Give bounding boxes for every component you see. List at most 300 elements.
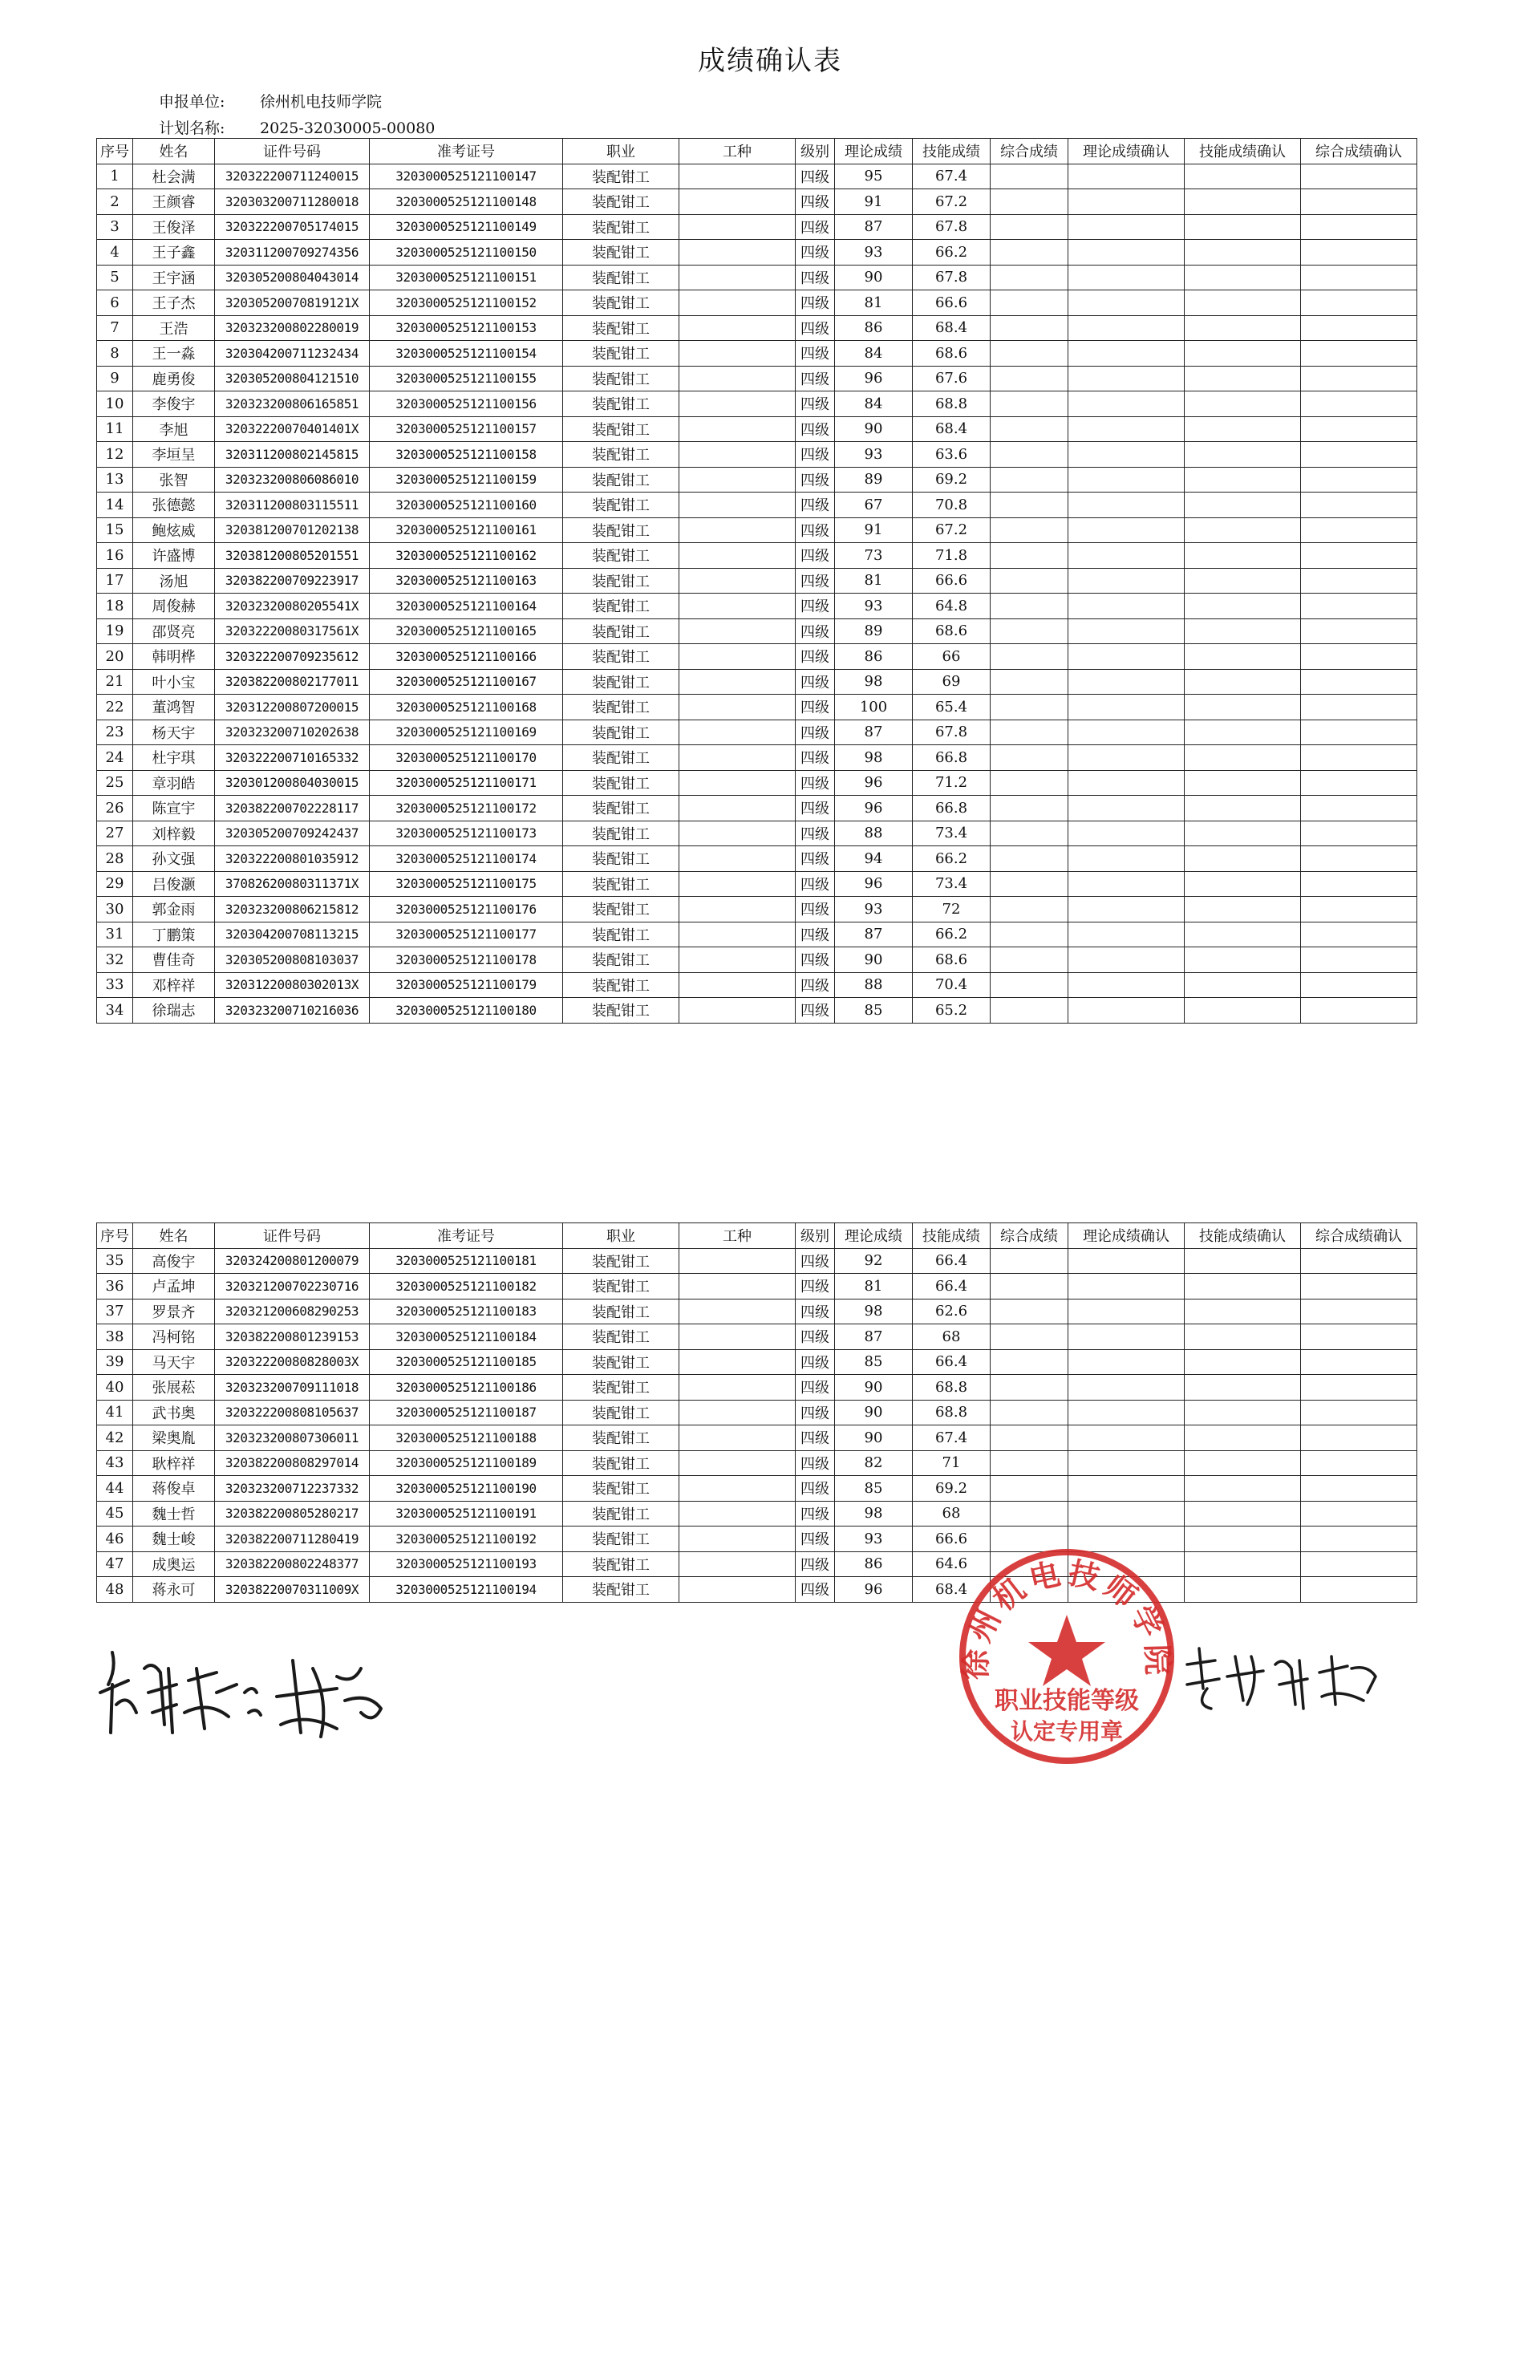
table-cell [679, 1400, 796, 1425]
table-cell: 68.8 [913, 1400, 991, 1425]
table-cell: 3203000525121100153 [370, 315, 563, 341]
table-cell: 装配钳工 [563, 214, 679, 240]
table-cell [1301, 1324, 1417, 1350]
table-cell: 22 [97, 695, 133, 720]
table-cell: 96 [835, 770, 913, 796]
table-cell: 32032320080205541X [215, 594, 370, 619]
table-cell: 四级 [796, 770, 835, 796]
table-cell [679, 442, 796, 468]
table-cell: 四级 [796, 669, 835, 695]
table-cell: 320382200709223917 [215, 568, 370, 594]
table-row [97, 442, 1417, 468]
table-row [97, 164, 1417, 189]
table-cell: 装配钳工 [563, 315, 679, 341]
column-header: 理论成绩确认 [1068, 139, 1185, 164]
table-cell: 陈宣宇 [133, 796, 215, 821]
table-cell: 3 [97, 214, 133, 240]
table-cell [679, 796, 796, 821]
table-cell [1301, 821, 1417, 846]
table-cell: 四级 [796, 644, 835, 670]
table-cell [1301, 240, 1417, 266]
table-cell: 66.6 [913, 1527, 991, 1552]
table-cell [1068, 1476, 1185, 1502]
table-cell [991, 1274, 1068, 1299]
column-header: 理论成绩 [835, 139, 913, 164]
table-cell: 320382200802248377 [215, 1551, 370, 1577]
table-cell: 张德懿 [133, 493, 215, 518]
table-cell [991, 1501, 1068, 1527]
table-cell [1185, 1349, 1301, 1375]
table-cell: 3203000525121100183 [370, 1299, 563, 1324]
table-cell: 装配钳工 [563, 846, 679, 872]
table-cell [991, 594, 1068, 619]
table-cell [991, 720, 1068, 745]
table-cell: 3203000525121100169 [370, 720, 563, 745]
table-cell: 66.6 [913, 290, 991, 316]
column-header: 级别 [796, 1223, 835, 1249]
table-cell: 3203000525121100147 [370, 164, 563, 189]
table-cell: 32 [97, 947, 133, 973]
table-cell [991, 240, 1068, 266]
table-cell: 320322200711240015 [215, 164, 370, 189]
table-cell: 17 [97, 568, 133, 594]
table-cell [1068, 416, 1185, 442]
table-cell: 29 [97, 871, 133, 897]
table-cell: 装配钳工 [563, 947, 679, 973]
table-cell [1068, 1375, 1185, 1401]
table-cell: 四级 [796, 1375, 835, 1401]
table-cell: 李垣呈 [133, 442, 215, 468]
table-row [97, 644, 1417, 670]
table-cell: 四级 [796, 164, 835, 189]
table-row [97, 189, 1417, 215]
seal-inner-line1: 职业技能等级 [995, 1687, 1139, 1715]
table-cell [1068, 745, 1185, 771]
table-cell [991, 467, 1068, 493]
table-cell: 6 [97, 290, 133, 316]
table-cell: 四级 [796, 290, 835, 316]
table-cell [1301, 669, 1417, 695]
table-cell [991, 164, 1068, 189]
table-cell [679, 240, 796, 266]
table-cell: 3203000525121100194 [370, 1577, 563, 1603]
table-cell [1068, 669, 1185, 695]
table-cell: 27 [97, 821, 133, 846]
table-cell: 装配钳工 [563, 1349, 679, 1375]
table-cell: 70.8 [913, 493, 991, 518]
table-cell: 高俊宇 [133, 1248, 215, 1274]
table-cell: 23 [97, 720, 133, 745]
table-row [97, 669, 1417, 695]
table-cell: 装配钳工 [563, 770, 679, 796]
table-cell [991, 998, 1068, 1024]
table-cell: 装配钳工 [563, 391, 679, 417]
table-cell: 卢孟坤 [133, 1274, 215, 1299]
table-cell [679, 618, 796, 644]
table-cell: 四级 [796, 897, 835, 922]
table-cell: 320322200709235612 [215, 644, 370, 670]
table-cell: 88 [835, 972, 913, 998]
table-cell: 四级 [796, 1324, 835, 1350]
table-cell: 98 [835, 1299, 913, 1324]
table-cell: 耿梓祥 [133, 1450, 215, 1476]
table-cell [1301, 568, 1417, 594]
table-cell: 邓梓祥 [133, 972, 215, 998]
table-cell [991, 416, 1068, 442]
table-cell [1068, 695, 1185, 720]
table-cell [1185, 1527, 1301, 1552]
table-cell: 28 [97, 846, 133, 872]
table-cell: 32032220080317561X [215, 618, 370, 644]
table-cell: 四级 [796, 1349, 835, 1375]
table-cell [1068, 720, 1185, 745]
table-cell: 装配钳工 [563, 1476, 679, 1502]
table-cell [991, 1324, 1068, 1350]
table-cell: 89 [835, 467, 913, 493]
table-cell: 320321200608290253 [215, 1299, 370, 1324]
table-cell [1068, 442, 1185, 468]
table-cell: 86 [835, 315, 913, 341]
table-cell: 96 [835, 366, 913, 391]
table-cell: 装配钳工 [563, 1274, 679, 1299]
table-cell: 46 [97, 1527, 133, 1552]
table-cell: 100 [835, 695, 913, 720]
table-cell [1185, 644, 1301, 670]
table-cell: 3203000525121100160 [370, 493, 563, 518]
table-cell: 320382200702228117 [215, 796, 370, 821]
table-cell [991, 341, 1068, 367]
table-cell [1185, 442, 1301, 468]
table-row [97, 391, 1417, 417]
table-cell: 68.4 [913, 1577, 991, 1603]
table-cell: 3203000525121100187 [370, 1400, 563, 1425]
seal-star-icon [1028, 1615, 1105, 1686]
table-cell [1068, 517, 1185, 543]
table-cell: 92 [835, 1248, 913, 1274]
table-cell: 32031220080302013X [215, 972, 370, 998]
table-cell [679, 947, 796, 973]
table-cell [1301, 1425, 1417, 1451]
table-cell: 89 [835, 618, 913, 644]
table-cell [1301, 517, 1417, 543]
table-cell [679, 189, 796, 215]
table-cell: 66.4 [913, 1274, 991, 1299]
table-cell [1068, 568, 1185, 594]
table-cell: 320323200806215812 [215, 897, 370, 922]
table-cell: 装配钳工 [563, 416, 679, 442]
table-cell: 四级 [796, 543, 835, 569]
table-cell: 47 [97, 1551, 133, 1577]
table-cell: 周俊赫 [133, 594, 215, 619]
table-cell [1185, 315, 1301, 341]
table-cell [1068, 594, 1185, 619]
table-cell: 四级 [796, 1501, 835, 1527]
table-row [97, 543, 1417, 569]
table-cell [1301, 695, 1417, 720]
table-cell: 3203000525121100178 [370, 947, 563, 973]
table-cell: 320312200807200015 [215, 695, 370, 720]
table-cell: 69.2 [913, 467, 991, 493]
table-cell: 四级 [796, 745, 835, 771]
table-cell [1301, 1248, 1417, 1274]
table-cell [1068, 644, 1185, 670]
table-cell [1301, 265, 1417, 290]
table-cell: 3203000525121100174 [370, 846, 563, 872]
table-cell [679, 1577, 796, 1603]
unit-row [159, 90, 382, 111]
table-cell: 85 [835, 1349, 913, 1375]
table-cell: 3203000525121100186 [370, 1375, 563, 1401]
table-cell [991, 366, 1068, 391]
table-cell: 韩明桦 [133, 644, 215, 670]
table-cell: 90 [835, 947, 913, 973]
table-cell [991, 770, 1068, 796]
table-cell: 320382200802177011 [215, 669, 370, 695]
table-cell [1185, 517, 1301, 543]
table-cell: 88 [835, 821, 913, 846]
table-cell: 装配钳工 [563, 341, 679, 367]
table-cell: 81 [835, 290, 913, 316]
table-cell [1301, 391, 1417, 417]
table-cell: 85 [835, 1476, 913, 1502]
table-cell: 曹佳奇 [133, 947, 215, 973]
table-cell: 装配钳工 [563, 1324, 679, 1350]
table-cell [679, 644, 796, 670]
table-row [97, 1551, 1417, 1577]
table-cell: 38 [97, 1324, 133, 1350]
plan-label: 计划名称: [159, 120, 225, 137]
table-cell: 30 [97, 897, 133, 922]
table-cell: 3203000525121100167 [370, 669, 563, 695]
table-cell: 四级 [796, 442, 835, 468]
table-cell [1301, 618, 1417, 644]
table-cell: 90 [835, 1375, 913, 1401]
table-cell: 王宇涵 [133, 265, 215, 290]
table-cell [679, 922, 796, 947]
table-cell [1068, 618, 1185, 644]
table-cell [679, 695, 796, 720]
table-cell: 装配钳工 [563, 1425, 679, 1451]
table-cell [679, 669, 796, 695]
table-cell: 装配钳工 [563, 720, 679, 745]
table-cell: 320311200709274356 [215, 240, 370, 266]
column-header: 准考证号 [370, 139, 563, 164]
table-cell: 装配钳工 [563, 442, 679, 468]
table-cell: 11 [97, 416, 133, 442]
table-cell: 320303200711280018 [215, 189, 370, 215]
table-cell [1301, 290, 1417, 316]
table-cell: 3203000525121100185 [370, 1349, 563, 1375]
column-header: 职业 [563, 139, 679, 164]
table-cell [1068, 1274, 1185, 1299]
table-cell: 四级 [796, 493, 835, 518]
table-cell [1301, 543, 1417, 569]
table-cell [1301, 897, 1417, 922]
table-cell [991, 1476, 1068, 1502]
seal-inner-line2: 认定专用章 [1010, 1718, 1124, 1745]
table-cell [991, 214, 1068, 240]
table-cell: 12 [97, 442, 133, 468]
table-cell [679, 871, 796, 897]
table-cell [1185, 467, 1301, 493]
table-cell: 3203000525121100170 [370, 745, 563, 771]
table-cell: 320323200806165851 [215, 391, 370, 417]
table-cell: 装配钳工 [563, 290, 679, 316]
table-cell: 装配钳工 [563, 467, 679, 493]
column-header: 工种 [679, 1223, 796, 1249]
table-cell: 24 [97, 745, 133, 771]
table-cell: 鲍炫威 [133, 517, 215, 543]
table-cell [1185, 594, 1301, 619]
table-cell: 3203000525121100193 [370, 1551, 563, 1577]
table-cell: 32032220070401401X [215, 416, 370, 442]
table-cell: 67.6 [913, 366, 991, 391]
table-cell: 69 [913, 669, 991, 695]
table-cell: 14 [97, 493, 133, 518]
table-cell: 64.6 [913, 1551, 991, 1577]
table-cell: 68.6 [913, 618, 991, 644]
table-cell: 320322200710165332 [215, 745, 370, 771]
table-cell [991, 1400, 1068, 1425]
column-header: 姓名 [133, 1223, 215, 1249]
table-cell [1185, 1324, 1301, 1350]
table-cell [1068, 265, 1185, 290]
table-cell: 3203000525121100151 [370, 265, 563, 290]
table-cell: 66.8 [913, 745, 991, 771]
plan-row [159, 116, 435, 138]
table-cell: 66.6 [913, 568, 991, 594]
table-cell: 3203000525121100159 [370, 467, 563, 493]
table-row [97, 1248, 1417, 1274]
table-row [97, 618, 1417, 644]
table-cell [1068, 821, 1185, 846]
table-cell: 10 [97, 391, 133, 417]
column-header: 职业 [563, 1223, 679, 1249]
table-cell: 36 [97, 1274, 133, 1299]
table-cell: 65.2 [913, 998, 991, 1024]
table-cell [991, 315, 1068, 341]
table-cell [991, 644, 1068, 670]
table-row [97, 568, 1417, 594]
table-cell: 冯柯铭 [133, 1324, 215, 1350]
table-cell: 90 [835, 416, 913, 442]
table-row [97, 265, 1417, 290]
table-header [97, 139, 1417, 164]
table-cell [1185, 391, 1301, 417]
table-row [97, 594, 1417, 619]
table-cell: 四级 [796, 821, 835, 846]
table-cell: 320381200701202138 [215, 517, 370, 543]
table-cell: 四级 [796, 240, 835, 266]
table-cell [1185, 1551, 1301, 1577]
table-row [97, 1349, 1417, 1375]
table-cell: 3203000525121100150 [370, 240, 563, 266]
table-cell [1301, 594, 1417, 619]
table-cell [991, 947, 1068, 973]
table-cell [1301, 315, 1417, 341]
table-cell: 王浩 [133, 315, 215, 341]
table-cell: 96 [835, 796, 913, 821]
table-cell: 装配钳工 [563, 1551, 679, 1577]
table-cell: 71 [913, 1450, 991, 1476]
column-header: 序号 [97, 139, 133, 164]
table-cell: 5 [97, 265, 133, 290]
table-cell [1068, 1299, 1185, 1324]
column-header: 技能成绩 [913, 1223, 991, 1249]
table-cell [1068, 770, 1185, 796]
table-cell [991, 1299, 1068, 1324]
table-cell [1185, 366, 1301, 391]
table-cell: 34 [97, 998, 133, 1024]
table-cell [679, 493, 796, 518]
table-cell [1301, 1349, 1417, 1375]
table-cell [1068, 1349, 1185, 1375]
table-cell: 66.2 [913, 240, 991, 266]
table-cell [679, 1501, 796, 1527]
column-header: 技能成绩 [913, 139, 991, 164]
table-cell [1185, 695, 1301, 720]
table-cell [679, 214, 796, 240]
table-cell [679, 998, 796, 1024]
table-cell: 鹿勇俊 [133, 366, 215, 391]
table-cell [679, 1450, 796, 1476]
table-cell [1185, 947, 1301, 973]
table-cell [991, 669, 1068, 695]
table-cell: 王子鑫 [133, 240, 215, 266]
table-cell [1301, 1476, 1417, 1502]
table-cell: 71.8 [913, 543, 991, 569]
table-cell: 3203000525121100155 [370, 366, 563, 391]
score-table-page-1 [96, 138, 1417, 1024]
table-cell [991, 745, 1068, 771]
column-header: 工种 [679, 139, 796, 164]
table-cell: 装配钳工 [563, 594, 679, 619]
table-cell: 四级 [796, 1450, 835, 1476]
table-cell [1185, 416, 1301, 442]
table-cell: 68 [913, 1501, 991, 1527]
official-seal [954, 1544, 1179, 1769]
table-cell: 32038220070311009X [215, 1577, 370, 1603]
table-cell [1185, 1274, 1301, 1299]
table-cell: 3203000525121100172 [370, 796, 563, 821]
table-row [97, 1324, 1417, 1350]
table-cell: 320311200802145815 [215, 442, 370, 468]
table-cell: 68.4 [913, 416, 991, 442]
table-cell [1068, 214, 1185, 240]
table-cell [679, 745, 796, 771]
table-cell: 320321200702230716 [215, 1274, 370, 1299]
table-cell: 68.8 [913, 391, 991, 417]
table-cell: 93 [835, 1527, 913, 1552]
table-cell [1301, 972, 1417, 998]
table-cell [1185, 1375, 1301, 1401]
table-row [97, 1450, 1417, 1476]
table-cell [1301, 341, 1417, 367]
table-cell [1301, 416, 1417, 442]
table-cell: 装配钳工 [563, 821, 679, 846]
table-cell: 3203000525121100177 [370, 922, 563, 947]
table-cell [991, 442, 1068, 468]
table-row [97, 1527, 1417, 1552]
table-cell: 装配钳工 [563, 240, 679, 266]
table-cell: 装配钳工 [563, 164, 679, 189]
table-cell: 82 [835, 1450, 913, 1476]
table-cell: 320382200711280419 [215, 1527, 370, 1552]
table-cell: 94 [835, 846, 913, 872]
table-cell: 72 [913, 897, 991, 922]
table-cell: 叶小宝 [133, 669, 215, 695]
table-cell: 66.4 [913, 1248, 991, 1274]
